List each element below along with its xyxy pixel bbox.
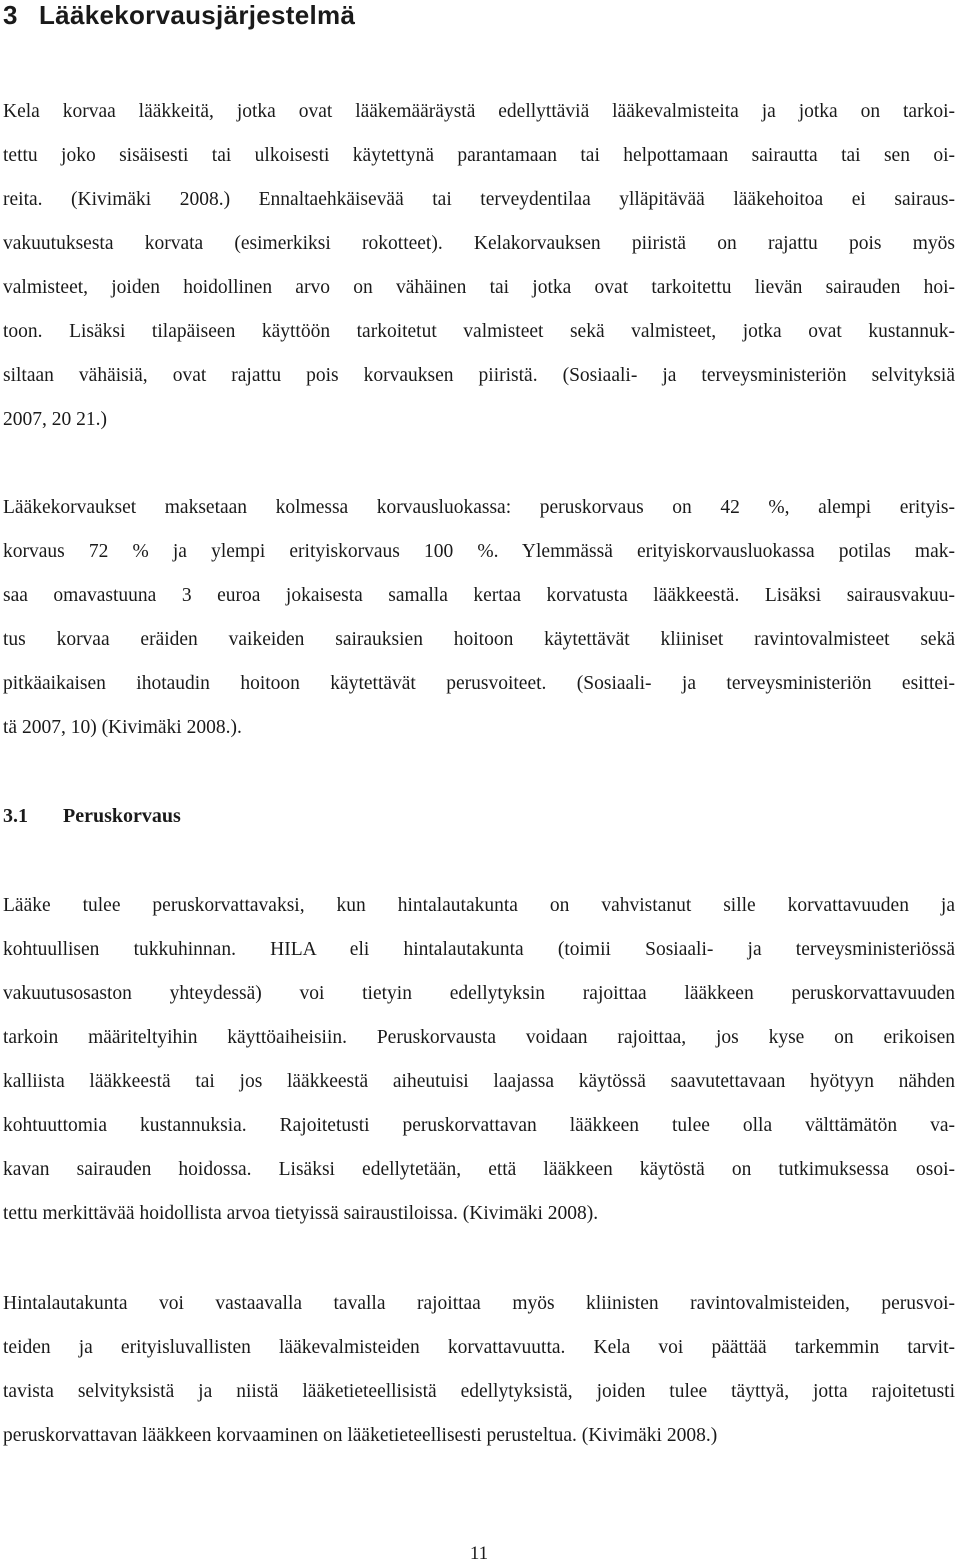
text-line: reita. (Kivimäki 2008.) Ennaltaehkäisevää tai terveydentilaa ylläpitävää lääkehoitoa ei sairaus- (3, 189, 955, 210)
text-line: kalliista lääkkeestä tai jos lääkkeestä aiheutuisi laajassa käytössä saavutettavaan hyötyyn nähden (3, 1071, 955, 1092)
chapter-number: 3 (3, 0, 18, 30)
text-line: saa omavastuuna 3 euroa jokaisesta samalla kertaa korvatusta lääkkeestä. Lisäksi sairausvakuu- (3, 585, 955, 606)
text-line: pitkäaikaisen ihotaudin hoitoon käytettävät perusvoiteet. (Sosiaali- ja terveysministeriön esittei- (3, 673, 955, 694)
text-line: kavan sairauden hoidossa. Lisäksi edellytetään, että lääkkeen käytöstä on tutkimuksessa osoi- (3, 1159, 955, 1180)
section-title-text: Peruskorvaus (63, 805, 181, 827)
text-line: toon. Lisäksi tilapäiseen käyttöön tarkoitetut valmisteet sekä valmisteet, jotka ovat kustannuk- (3, 321, 955, 342)
text-line: Lääke tulee peruskorvattavaksi, kun hintalautakunta on vahvistanut sille korvattavuuden ja (3, 895, 955, 916)
text-line: tarkoin määriteltyihin käyttöaiheisiin. Peruskorvausta voidaan rajoittaa, jos kyse on erikoisen (3, 1027, 955, 1048)
text-line: tus korvaa eräiden vaikeiden sairauksien hoitoon käytettävät kliiniset ravintovalmisteet sekä (3, 629, 955, 650)
text-line: kohtuullisen tukkuhinnan. HILA eli hintalautakunta (toimii Sosiaali- ja terveysministeriössä (3, 939, 955, 960)
paragraph-section-1 (3, 884, 955, 1236)
text-line: 2007, 20 21.) (3, 409, 107, 430)
paragraph-section-2 (3, 1282, 955, 1458)
text-line: valmisteet, joiden hoidollinen arvo on vähäinen tai jotka ovat tarkoitettu lievän sairauden hoi- (3, 277, 955, 298)
text-line: tettu joko sisäisesti tai ulkoisesti käytettynä parantamaan tai helpottamaan sairautta tai sen oi- (3, 145, 955, 166)
section-heading (3, 803, 181, 829)
paragraph-intro-1 (3, 90, 955, 442)
text-line: Lääkekorvaukset maksetaan kolmessa korvausluokassa: peruskorvaus on 42 %, alempi erityis- (3, 497, 955, 518)
section-number: 3.1 (3, 805, 28, 827)
text-line: Hintalautakunta voi vastaavalla tavalla rajoittaa myös kliinisten ravintovalmisteiden, perusvoi- (3, 1293, 955, 1314)
chapter-heading (3, 0, 355, 30)
page-number: 11 (469, 1543, 489, 1564)
text-line: korvaus 72 % ja ylempi erityiskorvaus 100 %. Ylemmässä erityiskorvausluokassa potilas mak- (3, 541, 955, 562)
text-line: siltaan vähäisiä, ovat rajattu pois korvauksen piiristä. (Sosiaali- ja terveysministeriön selvityksiä (3, 365, 955, 386)
text-line: tettu merkittävää hoidollista arvoa tietyissä sairaustiloissa. (Kivimäki 2008). (3, 1203, 599, 1224)
text-line: teiden ja erityisluvallisten lääkevalmisteiden korvattavuutta. Kela voi päättää tarkemmin tarvit- (3, 1337, 955, 1358)
text-line: Kela korvaa lääkkeitä, jotka ovat lääkemääräystä edellyttäviä lääkevalmisteita ja jotka on tarkoi- (3, 101, 955, 122)
text-line: peruskorvattavan lääkkeen korvaaminen on lääketieteellisesti perusteltua. (Kivimäki 2008.) (3, 1425, 718, 1446)
text-line: vakuutuksesta korvata (esimerkiksi rokotteet). Kelakorvauksen piiristä on rajattu pois myös (3, 233, 955, 254)
text-line: vakuutusosaston yhteydessä) voi tietyin edellytyksin rajoittaa lääkkeen peruskorvattavuuden (3, 983, 955, 1004)
text-line: tä 2007, 10) (Kivimäki 2008.). (3, 717, 242, 738)
text-line: tavista selvityksistä ja niistä lääketieteellisistä edellytyksistä, joiden tulee täyttyä, jotta rajoitetusti (3, 1381, 955, 1402)
text-line: kohtuuttomia kustannuksia. Rajoitetusti peruskorvattavan lääkkeen tulee olla välttämätön va- (3, 1115, 955, 1136)
chapter-title-text: Lääkekorvausjärjestelmä (39, 0, 356, 30)
paragraph-intro-2 (3, 486, 955, 750)
